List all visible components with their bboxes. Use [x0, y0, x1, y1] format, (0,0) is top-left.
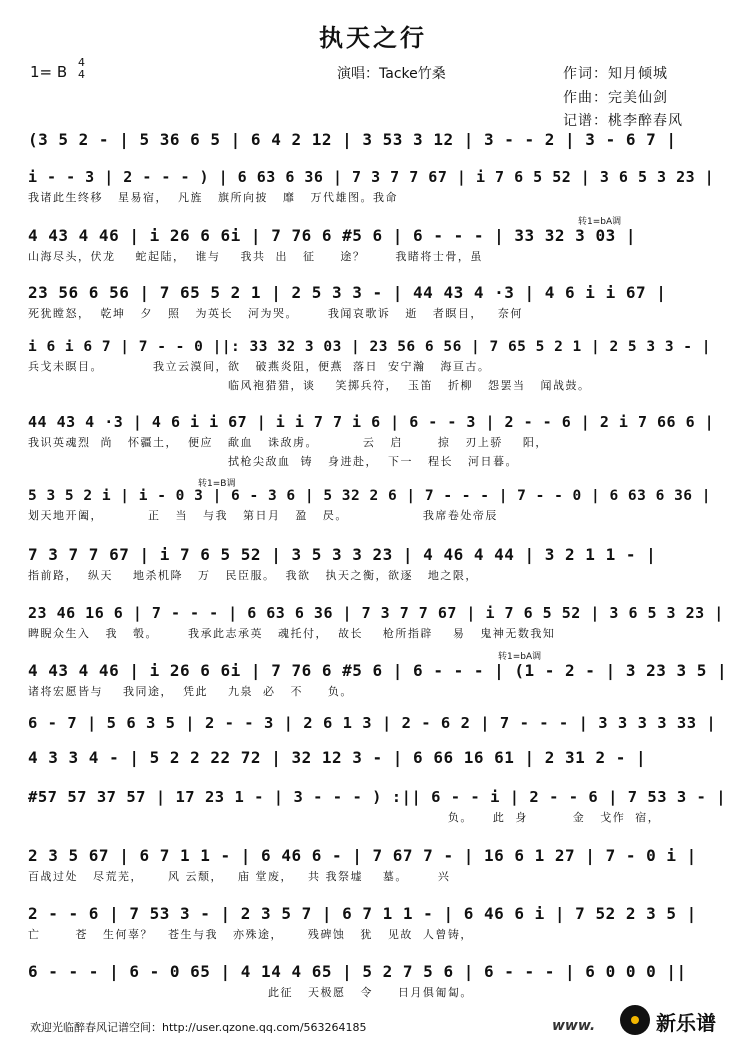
- staff-line: [28, 904, 718, 942]
- staff-line: [28, 217, 718, 264]
- staff-line: [28, 788, 727, 825]
- notation-line: 2 3 5 67 | 6 7 1 1 - | 6 46 6 - | 7 67 7 - | 16 6 1 27 | 7 - 0 i |: [28, 846, 697, 865]
- notation-line: 5 3 5 2 i | i - 0 3 | 6 - 3 6 | 5 32 2 6 | 7 - - - | 7 - - 0 | 6 63 6 36 |: [28, 488, 712, 504]
- notation-line: 23 46 16 6 | 7 - - - | 6 63 6 36 | 7 3 7 7 67 | i 7 6 5 52 | 3 6 5 3 23 |: [28, 604, 724, 622]
- notation-line: 4 3 3 4 - | 5 2 2 22 72 | 32 12 3 - | 6 66 16 61 | 2 31 2 - |: [28, 748, 647, 767]
- staff-line: [28, 962, 718, 1000]
- notation-line: 7 3 7 7 67 | i 7 6 5 52 | 3 5 3 3 23 | 4 46 4 44 | 3 2 1 1 - |: [28, 545, 657, 564]
- key-change-mark: 转1=B调: [198, 479, 236, 489]
- staff-line: [28, 413, 718, 469]
- lyric-line: 此征 天极愿 令 日月俱匍匐。: [228, 986, 473, 999]
- time-signature: [78, 57, 85, 81]
- notation-line: 6 - - - | 6 - 0 65 | 4 14 4 65 | 5 2 7 5 6 | 6 - - - | 6 0 0 0 ||: [28, 962, 687, 981]
- singer-credit: 演唱：Tacke竹桑: [337, 66, 446, 82]
- notation-line: (3 5 2 - | 5 36 6 5 | 6 4 2 12 | 3 53 3 12 | 3 - - 2 | 3 - 6 7 |: [28, 130, 677, 149]
- lyric-line-second-verse: 拭枪尖敌血 铸 身进赴， 下一 程长 河日暮。: [228, 455, 518, 468]
- song-title: 执天之行: [319, 24, 427, 52]
- time-signature-bottom: 4: [78, 68, 85, 81]
- lyric-line: 睥睨众生入 我 彀。 我承此志承英 魂托付， 故长 枪所指辟 易 鬼神无数我知: [28, 627, 556, 640]
- logo-text: 新乐谱: [656, 1011, 716, 1035]
- lyric-line: 诸将宏愿皆与 我同途， 凭此 九泉 必 不 负。: [28, 685, 353, 698]
- notation-line: 44 43 4 ·3 | 4 6 i i 67 | i i 7 7 i 6 | 6 - - 3 | 2 - - 6 | 2 i 7 66 6 |: [28, 413, 715, 431]
- notation-line: 4 43 4 46 | i 26 6 6i | 7 76 6 #5 6 | 6 - - - | (1 - 2 - | 3 23 3 5 |: [28, 661, 728, 680]
- lyric-line: 我诸此生终移 星易宿， 凡旌 旗所向披 靡 万代雄图。我命: [28, 191, 398, 204]
- notation-line: 4 43 4 46 | i 26 6 6i | 7 76 6 #5 6 | 6 - - - | 33 32 3 03 |: [28, 226, 636, 245]
- notation-line: #57 57 37 57 | 17 23 1 - | 3 - - - ) :|| 6 - - i | 2 - - 6 | 7 53 3 - |: [28, 788, 727, 806]
- transcriber-credit: 记谱：桃李醉春风: [563, 113, 683, 129]
- lyric-line: 指前路， 纵天 地杀机降 万 民臣服。 我欲 执天之衡，欲逐 地之限，: [28, 569, 478, 582]
- watermark-www: www.: [552, 1018, 596, 1034]
- lyric-line: 山海尽头，伏龙 蛇起陆， 谁与 我共 出 征 途？ 我睹将士骨，虽: [28, 250, 483, 263]
- composer-credit: 作曲：完美仙剑: [563, 90, 668, 106]
- lyric-line: 百战过处 尽荒芜， 风 云颓， 庙 堂废， 共 我祭墟 墓。 兴: [28, 870, 451, 883]
- lyric-line: 死犹瞠怒， 乾坤 夕 照 为英长 河为哭。 我闻哀歌诉 逝 者瞑目， 奈何: [28, 307, 523, 320]
- lyric-line: 负。 此 身 金 戈作 宿，: [228, 811, 661, 824]
- notation-line: i 6 i 6 7 | 7 - - 0 ||: 33 32 3 03 | 23 56 6 56 | 7 65 5 2 1 | 2 5 3 3 - |: [28, 339, 712, 355]
- key-change-mark: 转1=bA调: [498, 652, 542, 662]
- lyric-line: 划天地开阖， 正 当 与我 第日月 盈 昃。 我席卷处帝辰: [28, 509, 498, 522]
- notation-line: 2 - - 6 | 7 53 3 - | 2 3 5 7 | 6 7 1 1 - | 6 46 6 i | 7 52 2 3 5 |: [28, 904, 697, 923]
- staff-line: [28, 545, 718, 583]
- key-change-mark: 转1=bA调: [578, 217, 622, 227]
- staff-line: [28, 168, 718, 205]
- lyric-line-second-verse: 临风袍猎猎，谈 笑掷兵符， 玉笛 折柳 怨罢当 闻战鼓。: [228, 379, 591, 392]
- staff-line: [28, 714, 718, 732]
- site-logo: [620, 1003, 740, 1039]
- key-signature: 1= B: [30, 63, 68, 81]
- lyric-line: 我识英魂烈 尚 怀疆土， 便应 歃血 诛敌虏。 云 启 掠 刃上骄 阳，: [28, 436, 548, 449]
- notation-line: i - - 3 | 2 - - - ) | 6 63 6 36 | 7 3 7 7 67 | i 7 6 5 52 | 3 6 5 3 23 |: [28, 168, 715, 186]
- notation-line: 6 - 7 | 5 6 3 5 | 2 - - 3 | 2 6 1 3 | 2 - 6 2 | 7 - - - | 3 3 3 3 33 |: [28, 714, 717, 732]
- staff-line: [28, 748, 718, 767]
- staff-line: [28, 604, 724, 641]
- staff-line: [28, 479, 718, 523]
- record-disc-icon: [620, 1005, 650, 1035]
- staff-line: [28, 130, 718, 149]
- lyricist-credit: 作词：知月倾城: [563, 66, 668, 82]
- time-signature-top: 4: [78, 56, 85, 69]
- staff-line: [28, 339, 718, 393]
- lyric-line: 亡 苍 生何辜？ 苍生与我 亦殊途， 残碑蚀 犹 见故 人曾铸，: [28, 928, 473, 941]
- staff-line: [28, 652, 728, 699]
- lyric-line: 兵戈未瞑目。 我立云漠间，欲 破燕炎阻，便燕 落日 安宁瀚 海亘古。: [28, 360, 491, 373]
- notation-line: 23 56 6 56 | 7 65 5 2 1 | 2 5 3 3 - | 44 43 4 ·3 | 4 6 i i 67 |: [28, 283, 667, 302]
- staff-line: [28, 283, 718, 321]
- footer-link[interactable]: 欢迎光临醉春风记谱空间：http://user.qzone.qq.com/563264185: [30, 1021, 367, 1034]
- staff-line: [28, 846, 718, 884]
